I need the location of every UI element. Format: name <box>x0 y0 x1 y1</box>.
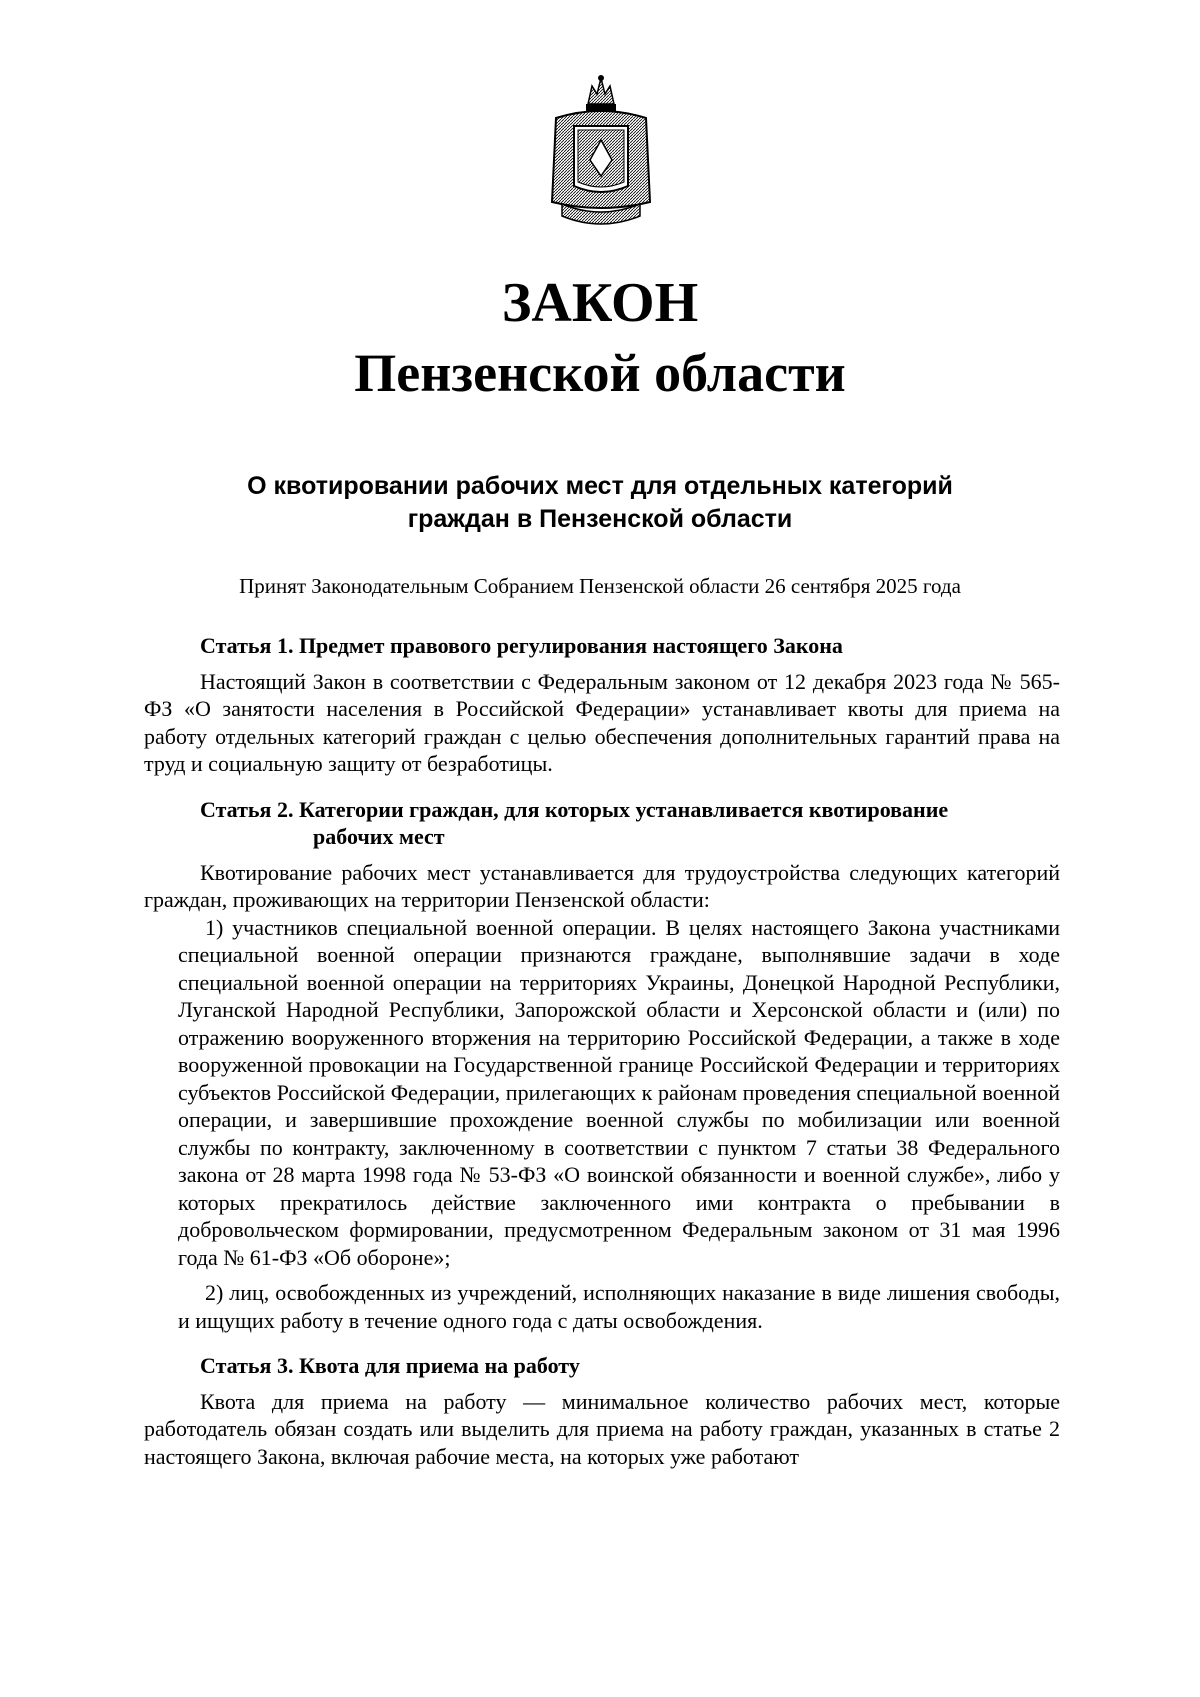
law-heading-line-1: О квотировании рабочих мест для отдельных категорий <box>247 472 953 500</box>
coat-of-arms-emblem <box>546 74 656 234</box>
article-title-line-1: Статья 2. Категории граждан, для которых устанавливается квотирование <box>200 796 949 822</box>
article-1 <box>144 632 1060 778</box>
document-region: Пензенской области <box>354 343 846 403</box>
list-item: 2) лиц, освобожденных из учреждений, исполняющих наказание в виде лишения свободы, и ищущих работу в течение одного года с даты освобождения. <box>178 1280 1060 1333</box>
law-body <box>144 632 1060 1470</box>
adoption-note: Принят Законодательным Собранием Пензенской области 26 сентября 2025 года <box>239 574 961 598</box>
article-paragraph: Квота для приема на работу — минимальное количество рабочих мест, которые работодатель обязан создать или выделить для приема на работу граждан, указанных в статье 2 настоящего Закона, включая рабочие места, на которых уже работают <box>144 1388 1060 1469</box>
article-2 <box>144 796 1060 1335</box>
document-title: ЗАКОН <box>501 272 699 334</box>
article-paragraph: Настоящий Закон в соответствии с Федеральным законом от 12 декабря 2023 года № 565-ФЗ «О занятости населения в Российской Федерации» устанавливает квоты для приема на работу отдельных категорий граждан с целью обеспечения дополнительных гарантий права на труд и социальную защиту от безработицы. <box>144 668 1060 776</box>
list-item: 1) участников специальной военной операции. В целях настоящего Закона участниками специальной военной операции признаются граждане, выполнявшие задачи в ходе специальной военной операции на территориях Украины, Донецкой Народной Республики, Луганской Народной Республики, Запорожской области и Херсонской области и (или) по отражению вооруженного вторжения на территорию Российской Федерации, а также в ходе вооруженной провокации на Государственной границе Российской Федерации и территориях субъектов Российской Федерации, прилегающих к районам проведения специальной военной операции, и завершившие прохождение военной службы по мобилизации или военной службы по контракту, заключенному в соответствии с пунктом 7 статьи 38 Федерального закона от 28 марта 1998 года № 53-ФЗ «О воинской обязанности и военной службе», либо у которых прекратилось действие заключенного ими контракта о пребывании в добровольческом формировании, предусмотренном Федеральным законом от 31 мая 1996 года № 61-ФЗ «Об обороне»; <box>178 914 1060 1270</box>
article-3 <box>144 1352 1060 1470</box>
article-title: Статья 3. Квота для приема на работу <box>200 1353 580 1378</box>
article-paragraph: Квотирование рабочих мест устанавливается для трудоустройства следующих категорий граждан, проживающих на территории Пензенской области: <box>144 859 1060 912</box>
law-heading-line-2: граждан в Пензенской области <box>407 505 793 533</box>
article-title-line-2: рабочих мест <box>313 824 445 849</box>
law-heading <box>150 470 1050 536</box>
article-title <box>144 796 1060 851</box>
article-title: Статья 1. Предмет правового регулирования настоящего Закона <box>200 633 843 658</box>
